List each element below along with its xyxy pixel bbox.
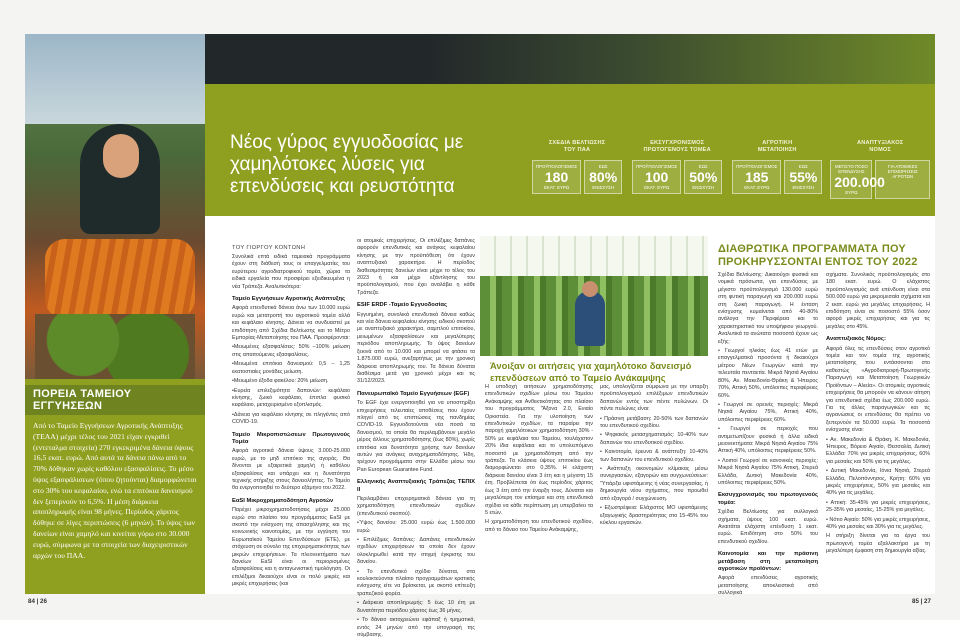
paragraph: Αφορά επενδύσεις αγροτικής μεταποίησης αποκλειστικά από συλλογικά: [718, 575, 818, 597]
paragraph: Το EGF έχει ενεργοποιηθεί για να υποστηρίξει επιχειρήσεις τελευταίες αποθέσεις που έχουν πληγεί από τις επιπτώσεις της πανδημίας COVID-19. Εγγυοδοτούνται νέα ποσά τα δανεισμού, τα οποία θα περιλαμβάνουν μεγάλο μέρος άλλους χρηματοδότησης (έως 80%), χωρίς επιτόκια και δυνατότητα χρήσης των δανείων αυτών για ανάγκες αναχρηματοδότησης. Ήδη, τρέχουν προγράμματα στην Ελλάδα μέσω του Pan European Guarantee Fund.: [357, 400, 475, 473]
paragraph: • Αττική: 35-45% για μικρές επιχειρήσεις, 25-35% για μεσαίες, 15-25% για μεγάλες.: [826, 499, 930, 514]
paragraph: Η υποδοχή αιτήσεων χρηματοδότησης επενδυτικών σχεδίων μέσω του Ταμείου Ανάκαμψης και Ανθεκτικότητας στο πλαίσιο του προγράμματος "Άξονα 2.0, Ενιαίο Ορκιστεία. Για την υλοποίηση των επενδυτικών σχεδίων, τα παραίρει την παροχή χαμηλότοκων χρηματοδότηση 30% - 50% με κεφάλαια του Ταμείου, τουλάχιστον 20% ίδια κεφάλαια και το υπολειπόμενο ποσοστό με χρηματοδότηση από την τράπεζα. Τα κλάσεια ύψους επιτοκίου έως διαμορφώνεται στο 0,35%. Η ελάχιστη διάρκεια δανείου είναι 3 έτη και η μέγιστη 15 έτη. Προβλέπεται ότι έως περίοδος χάριτος έως 3 έτη από την έναρξη τους. Δύναται και μεγαλύτερη τον επίσημα και στη επενδυτικά σχέδια να κάθε περίπτωση μη υπερβαίνει τα 5 ετών.: [485, 384, 593, 516]
paragraph: • Εξωστρέφεια: Ελάχιστος ΜΟ υφιστάμενης εξαγωγικής δραστηριότητας στο 15-45% του κύκλου εργασιών.: [600, 505, 708, 526]
stat-block: [730, 140, 824, 216]
stats-panel: [530, 140, 930, 216]
stat-box: [830, 160, 885, 199]
article-column-4: [600, 384, 708, 584]
stat-lbl: ΠΡΟΫΠΟΛΟΓΙΣΜΟΣ: [736, 164, 778, 169]
paragraph: Αφορά όλες τις επενδύσεις στον αγροτικό τομέα και τον τομέα της αγροτικής μεταποίησης που εντάσσονται στο καθεστώς «Αγροδιατροφή-Πρωτογενής Παραγωγή και Μεταποίηση Γεωργικών Προϊόντων – Αλιεία». Οι ατομικές αγροτικές επιχειρήσεις θα μπορούν να κάνουν αίτηση για επενδυτικά σχέδια έως 200.000 ευρώ. Για τις άλλες παραγωγικών και τις αγρανώσεις οι επενδύσεις θα πρέπει να ξεπερνούν τα 50.000 ευρώ. Τα ποσοστά ενίσχυσης είναι:: [826, 345, 930, 434]
subheading: Ταμείο Εγγυήσεων Αγροτικής Ανάπτυξης: [232, 296, 346, 303]
paragraph: Σχέδια Βελτίωσης: Δικαιούχοι φυσικά και νομικά πρόσωπα, για επενδύσεις με μέγιστο προϋπολογισμό 130.000 ευρώ στη φυτική παραγωγή και 200.000 ευρώ στη ζωική παραγωγή. Η ένταση ενίσχυσης κυμαίνεται από 40-80% ανάλογα την Περιφέρεια και το χαρακτηριστικό του υποψήφιου γεωργού. Αναλυτικά τα ανώτατα ποσοστά έχουν ως εξής:: [718, 272, 818, 345]
subheading: Ελληνικής Αναπτυξιακής Τράπεζας ΤΕΠΙΧ ΙΙ: [357, 479, 475, 493]
paragraph: Σχέδια Βελτίωσης για συλλογικά σχήματα, ύψους 100 εκατ. ευρώ. Αναιτάται ελάχιστη επένδυση 1 εκατ. ευρώ. Επιδότηση στο 50% του επενδυτικού σχεδίου.: [718, 509, 818, 545]
stat-unit: ΕΝΙΣΧΥΣΗ: [592, 185, 615, 190]
stat-unit: ΕΝΙΣΧΥΣΗ: [792, 185, 815, 190]
paragraph: •Δάνεια για κεφάλαιο κίνησης σε πληγέντες από COVID-19.: [232, 411, 350, 426]
stat-boxes: [730, 160, 824, 194]
stat-box: [875, 160, 930, 199]
stat-heading: ΕΚΣΥΓΧΡΟΝΙΣΜΟΣ ΠΡΩΤΟΓΕΝΟΥΣ ΤΟΜΕΑ: [643, 140, 711, 153]
stat-unit: ΕΚΑΤ. ΕΥΡΩ: [644, 185, 670, 190]
photo-worker-head: [582, 281, 598, 297]
stat-lbl: ΕΩΣ: [798, 164, 808, 169]
paragraph: Η στήριξη δίνεται για τα έργα του πρωτογενή τομέα εξαλλακτήρα με τη μεγαλύτερη έμφαση στη δημιουργία αξίας.: [826, 533, 930, 555]
sidebar-text: Από το Ταμείο Εγγυήσεων Αγροτικής Ανάπτυξης (ΤΕΑΑ) μέχρι τέλος του 2021 είχαν εγκριθεί (εντεταλμα στοιχεία) 270 εγκεκριμένα δάνεια ύψους 16,5 εκατ. ευρώ. Από αυτά τα δάνεια πάνω από το 70% δόθηκαν χωρίς καθόλου εξασφαλίσεις. Το μέσο ύψος εξασφάλισεων (όπου ζητούνται) διαμορφώνεται στο 30% του κεφαλαίου, ενώ τα επιτόκια δανεισμού δεν ξεπερνούν το 6,5%. Η μέση διάρκεια αποπληρωμής είναι 98 μήνες. Περίοδος χάριτος δόθηκε σε λίγες περιπτώσεις (6 μηνών). Το ύψος των δανείων είναι χαμηλό και κινείται γύρω στο 30.000 ευρώ, σύμφωνα με τα στοιχεία των διαχειριστικών αρχών του ΠΑΑ.: [33, 421, 197, 560]
stat-box: [732, 160, 781, 194]
stat-boxes: [630, 160, 724, 194]
paragraph: • Το δάνειο ακτοχρεώνει εφάπαξ ή τμηματικά, εντός 24 μηνών από την υπογραφή της σύμβασης.: [357, 617, 475, 638]
paragraph: •Ύψος δανείου: 25.000 ευρώ έως 1.500.000 ευρώ: [357, 520, 475, 534]
paragraph: • Γεωργοί ηλικίας έως 41 ετών με επαγγελματικά προσόντα ή δικαιούχοι μέτρου Νέων Γεωργών κατά την τελευταία πενταετία. Μικρά Νησιά Αιγαίου 80%, Αν. Μακεδονία-Θράκη & Ήπειρος 70%, Αττική 50%, υπόλοιπες περιφέρειες 60%.: [718, 348, 818, 399]
stat-heading: ΑΝΑΠΤΥΞΙΑΚΟΣ ΝΟΜΟΣ: [856, 140, 904, 153]
stat-box: [784, 160, 822, 194]
subheading: ESIF ERDF -Ταμείο Εγγυοδοσίας: [357, 302, 447, 309]
paragraph: • Γεωργοί σε περιοχές που αντιμετωπίζουν φυσικά ή άλλα ειδικά μειονεκτήματα: Μικρά Νησιά Αιγαίου 75% Αττική 40%, υπόλοιπες περιφέρειες 50%.: [718, 426, 818, 455]
article-title: Νέος γύρος εγγυοδοσίας με χαμηλότοκες λύσεις για επενδύσεις και ρευστότητα: [230, 132, 464, 197]
page-number-right: 85 | 27: [912, 598, 931, 605]
stat-lbl: ΕΩΣ: [698, 164, 708, 169]
farmer-carrots-photo: [25, 34, 205, 379]
subheading: Αναπτυξιακός Νόμος:: [826, 336, 886, 343]
paragraph: • Δυτική Μακεδονία, Ιόνια Νησιά, Στερεά Ελλάδα, Πελοπόννησος, Κρήτη: 60% για μικρές επιχειρήσεις, 50% για μεσαίες και 40% για τις μεγάλες.: [826, 468, 930, 497]
stat-box: [532, 160, 581, 194]
paragraph: σχήματα. Συνολικός προϋπολογισμός στο 180 εκατ. ευρώ. Ο ελάχιστος προϋπολογισμός ανά επένδυση είναι στα 500.000 ευρώ για μικρομεσαία σχήματα και 2 εκατ. ευρώ για μεγάλες επιχειρήσεις. Η επιδότηση είναι σε ποσοστό 55% όσον αφορά μικρές επιχειρήσεις και για τις μεγάλες στο 45%.: [826, 272, 930, 330]
stat-lbl: ΠΡΟΫΠΟΛΟΓΙΣΜΟΣ: [535, 164, 578, 169]
paragraph: • Επιλέξιμες δαπάνες: Δαπάνες επενδυτικών σχεδίων επιχειρήσεων τα οποία δεν έχουν ολοκληρωθεί κατά την στιγμή έγκρισης του δανείου.: [357, 537, 475, 566]
stat-heading: ΑΓΡΟΤΙΚΗ ΜΕΤΑΠΟΙΗΣΗ: [757, 140, 797, 153]
paragraph: • Γεωργοί σε ορεινές περιοχές: Μικρά Νησιά Αιγαίου 75%, Αττική 40%, υπόλοιπες περιφέρειες 60%.: [718, 401, 818, 423]
paragraph: •Ευρεία επιλεξιμότητα δαπανών: κεφάλαιο κίνησης, ζωικό κεφάλαιο, έπιπλα φυσικό κεφάλαιο, μεταχειρισμένο εξοπλισμός.: [232, 387, 350, 409]
stat-heading: ΣΧΕΔΙΑ ΒΕΛΤΙΩΣΗΣ ΤΟΥ ΠΑΑ: [548, 140, 606, 153]
stat-val: 55%: [789, 169, 818, 185]
stat-block: [630, 140, 724, 216]
article-column-2: [357, 238, 475, 638]
stat-box: [684, 160, 722, 194]
paragraph: • Ανάπτυξη οικονομιών κλίμακας μέσω συνεργασιών, εξαγορών και συγχωνεύσεων: "Υπάρξει υφιστάμενης ή νέας συνεργασίας, ή δημιουργία νέου σχήματος, που προωθεί από εξαγορά / συγχώνευση.: [600, 466, 708, 502]
stat-val: 200.000: [834, 174, 885, 190]
paragraph: •Μειωμένες εξασφαλίσεις: 50% –100% μείωση στις απαιτούμενες εξασφαλίσεις.: [232, 344, 350, 358]
photo-farmer-face: [103, 134, 139, 178]
paragraph: Αφορά επενδυτικά δάνεια άνω των 10.000 ευρώ ευρώ και μετατροπή του αγροτικού τομέα αλλά και κεφάλαιο κίνησης. Δάνεια να συνδυαστεί με επιδότηση από Σχέδια Βελτίωσης και το Μέτρο Εμπορίας-Μεταποίησης του ΠΑΑ. Προσφέρονται:: [232, 305, 350, 342]
greenhouse-photo: [480, 236, 708, 356]
article-column-6: [826, 272, 930, 584]
article-column-1: [232, 254, 351, 588]
paragraph: Περιλαμβάνει επιχειρηματικά δάνεια για τη χρηματοδότηση επενδυτικών σχεδίων (επενδυτικού σκοπού).: [357, 496, 475, 517]
sidebar-title: ΠΟΡΕΙΑ ΤΑΜΕΙΟΥ ΕΓΓΥΗΣΕΩΝ: [25, 385, 205, 415]
stat-lbl: ΕΩΣ: [598, 164, 608, 169]
paragraph: • Ψηφιακός μετασχηματισμός: 10-40% των δαπανών του επενδυτικού σχεδίου.: [600, 432, 708, 446]
paragraph: Παρέχει μικροχρηματοδοτήσεις μέχρι 25.000 ευρώ στο πλαίσιο του προγράμματος EaSI με σκοπό την ενίσχυση της απασχόλησης και της κοινωνικής καινοτομίας, με την εγγύηση του Ευρωπαϊκού Ταμείου Επενδύσεων (ΕΤΕ), με στόχευση σε σύνολο της επιχειρηματικότητας των μικρών επιχειρήσεων. Τα πλεονεκτήματα των δανείων EaSI είναι οι περιορισμένες εξασφαλίσεις και η ανταγωνιστική τιμολόγηση. Οι επιλέξιμοι δικαιούχοι είναι οι πολύ μικρές και μικρές επιχειρήσεις (και: [232, 507, 351, 588]
stat-boxes: [530, 160, 624, 194]
paragraph: οι ατομικές επιχειρήσεις. Οι επιλέξιμες δαπάνες αφορούν επενδυτικές και ανάγκες κεφαλαίου κίνησης με την προϋπόθεση ότι έχουν αναπτυξιακό χαρακτήρα. Η περίοδος διαθεσιμότητας δανείων είναι μέχρι το τέλος του 2023 ή και μέχρι εξάντλησης του προϋπολογισμού, που έχει αναλάβει η κάθε Τράπεζα.: [357, 238, 475, 296]
stat-val: 180: [544, 169, 569, 185]
stat-box: [584, 160, 622, 194]
paragraph: •Μειωμένο έξοδα φακέλου: 20% μείωση.: [232, 378, 329, 385]
page-number-left: 84 | 26: [28, 598, 47, 605]
stat-val: 50%: [689, 169, 718, 185]
subheading: ΕαSI Μικροχρηματοδότηση Αγροτών: [232, 497, 334, 504]
subheading: Ταμείο Μικροπιστώσεων Πρωτογενούς Τομέα: [232, 431, 350, 445]
paragraph: Αφορά αγροτικά δάνεια ύψους 3.000-25.000 ευρώ, με το μηδ επιτόκιο της αγοράς. Θα δίνονται με εξαιρετικά χαμηλή ή καθόλου εξασφαλίσεις και υπάρχει και η δυνατότητα τεχνικής στήριξης στους δανειολήπτες. Το Ταμείο θα ενεργοποιηθεί το δεύτερο εξάμηνο του 2022.: [232, 448, 350, 492]
photo-caption-heading: Άνοιξαν οι αιτήσεις για χαμηλότοκο δανεισμό επενδύσεων από το Ταμείο Ανάκαμψης: [490, 360, 692, 383]
photo-worker: [575, 291, 605, 346]
paragraph: μας, υπολογίζεται σύμφωνα με την υπαρξη προϋπολογισμού επιλέξιμων επενδυτικών δαπανών εντός των πέντε πυλώνων. Οι πέντε πυλώνες είναι:: [600, 384, 708, 413]
subheading: Καινοτομία και την πράσινη μετάβαση στη μεταποίηση αγροτικών προϊόντων:: [718, 551, 818, 573]
photo-sky: [25, 34, 205, 124]
paragraph: Συνολικά επτά ειδικά ταμειακά προγράμματα έχουν στη διάθεσή τους οι επαγγελματίες του ευρύτερου αγροδιατροφικού τομέα, χώρια τα ειδικά εργαλεία που προσφέρει εξειδικευμένα η νέα Τράπεζα. Αναλυτικότερα:: [232, 254, 350, 290]
paragraph: Εγγυημένη, συνολικά επενδυτικά δάνεια καθώς και νέα δάνεια κεφαλαίου κίνησης ειδικού σκοπού με αναπτυξιακό χαρακτήρα, σαμπλού επιτοκίου, μειωμένων εξασφαλίσεων και μεγαλύτερης περιόδου αποπληρωμής. Το ύψος δανείων ξεκινά από το 10.000 και μπορεί να φτάσει τα 1.875.000 ευρώ, ανεξαρτήτως με την χρονική διάρκεια αποπληρωμής του. Τα δάνεια δύναται διαθέσιμα μετά για χρονικό μέχρι και τις 31/12/2023.: [357, 311, 475, 385]
paragraph: •Μειωμένα επιτόκια δανεισμού: 0,5 – 1,25 εκατοστιαίες μονάδες μείωση.: [232, 361, 350, 375]
paragraph: • Νότιο Αιγαίο: 50% για μικρές επιχειρήσεις, 40% για μεσαίες και 30% για τις μεγάλες.: [826, 516, 930, 530]
stat-block: [530, 140, 624, 216]
subheading: Πανευρωπαϊκό Ταμείο Εγγυήσεων (EGF): [357, 390, 470, 397]
photo-greenhouse-roof: [480, 236, 708, 276]
byline: ΤΟΥ ΓΙΩΡΓΟΥ ΚΟΝΤΩΝΗ: [232, 245, 306, 251]
stat-lbl: ΜΕΓΙΣΤΟ ΠΟΣΟ ΕΠΕΝΔΥΣΗΣ: [834, 164, 868, 174]
stat-val: 100: [644, 169, 669, 185]
stat-block: [830, 140, 930, 216]
stat-box: [632, 160, 681, 194]
article-column-5: [718, 272, 818, 597]
photo-leaves: [35, 314, 195, 379]
paragraph: Η χρηματοδότηση του επενδυτικού σχεδίου, από το δάνειο του Ταμείου Ανάκαμψης,: [485, 519, 593, 533]
stat-unit: ΕΚΑΤ. ΕΥΡΩ: [744, 185, 770, 190]
subheading: Εκσυγχρονισμός του πρωτογενούς τομέα:: [718, 492, 818, 506]
stat-val: 185: [745, 169, 769, 185]
stat-val: 80%: [589, 169, 618, 185]
paragraph: • Καινοτομία, έρευνα & ανάπτυξη: 10-40% των δαπανών του επενδυτικού σχεδίου.: [600, 449, 708, 463]
article-column-3: [485, 384, 593, 584]
photo-carrots: [45, 239, 195, 319]
paragraph: • Διάρκεια αποπληρωμής: 5 έως 10 έτη με δυνατότητα περιόδου χάριτος έως 36 μήνες.: [357, 600, 475, 614]
paragraph: • Το επενδυτικό σχέδιο δύναται, στα κουλοκτεύονται πλαίσιο προγραμμάτων κρατικής ενίσχυσης είτε να βρίσκεται, με σκοπό επίτευξη τραπεζικού φορέα.: [357, 568, 475, 597]
stat-lbl: ΓΙΑ ΑΤΟΜΙΚΕΣ ΕΠΙΧΕΙΡΗΣΕΙΣ ΑΓΡΟΤΩΝ: [887, 164, 918, 179]
stat-unit: ΕΝΙΣΧΥΣΗ: [692, 185, 715, 190]
paragraph: • Πράσινη μετάβαση: 20-50% των δαπανών του επενδυτικού σχεδίου.: [600, 415, 708, 430]
stat-lbl: ΠΡΟΫΠΟΛΟΓΙΣΜΟΣ: [636, 164, 678, 169]
stat-unit: ΕΥΡΩ: [845, 190, 858, 195]
stat-unit: ΕΚΑΤ. ΕΥΡΩ: [543, 185, 570, 190]
paragraph: • Αν. Μακεδονία & Θράκη, Κ. Μακεδονία, Ήπειρος, Βόρειο Αιγαίο, Θεσσαλία, Δυτική Ελλάδα: 70% για μικρές επιχειρήσεις, 60% για μεσαίες και 50% για τις μεγάλες.: [826, 436, 930, 465]
sidebar-box: [25, 379, 205, 594]
paragraph: • Λοιποί Γεωργοί σε κανονικές περιοχές: Μικρά Νησιά Αιγαίου 75% Αττική, Στερεά Ελλάδα, Δυτική Μακεδονία 40%, υπόλοιπες περιφέρειες 50%.: [718, 457, 818, 486]
programs-heading: ΔΙΑΘΡΩΤΙΚΑ ΠΡΟΓΡΑΜΜΑΤΑ ΠΟΥ ΠΡΟΚΗΡΥΣΣΟΝΤΑΙ ΕΝΤΟΣ ΤΟΥ 2022: [718, 243, 918, 268]
stat-boxes: [830, 160, 930, 199]
